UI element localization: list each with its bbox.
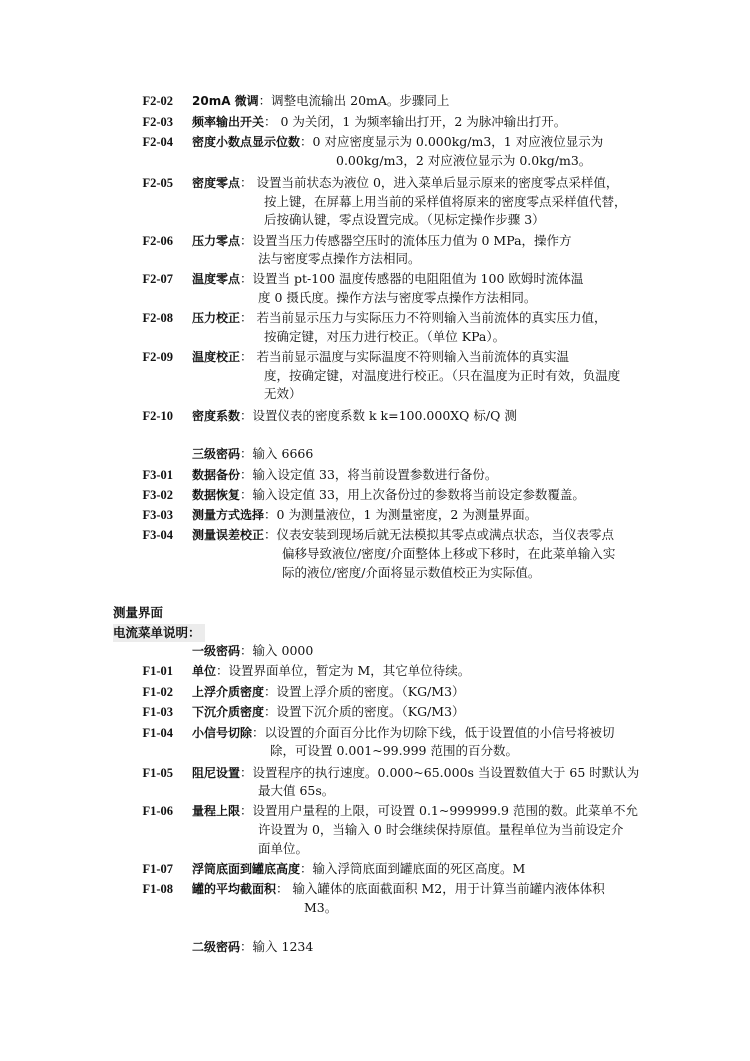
description-text: ：设置当 pt-100 温度传感器的电阻阻值为 100 欧姆时流体温 [240,271,584,286]
description-text: M3。 [304,900,338,915]
entry-line [192,860,525,878]
entry-line [192,133,603,151]
menu-label: 阻尼设置 [192,766,241,780]
entry-line [192,270,583,288]
description-text: 最大值 65s。 [258,783,335,798]
menu-label: 测量方式选择 [192,508,265,522]
description-text: ：设置界面单位，暂定为 M，其它单位待续。 [216,663,471,678]
entry-line [192,526,614,544]
menu-label: 压力零点 [192,234,241,248]
menu-code: F2-04 [142,135,173,149]
menu-code: F2-10 [142,409,173,423]
entry-line [192,764,639,782]
entry-line [192,642,313,660]
entry-line [192,348,569,366]
entry-line [192,683,465,701]
description-text: ：以设置的介面百分比作为切除下线，低于设置值的小信号将被切 [252,725,615,740]
menu-code: F1-07 [142,862,173,876]
entry-line [192,113,566,131]
description-text: ：0 为测量液位，1 为测量密度，2 为测量界面。 [264,507,538,522]
menu-code: F2-07 [142,272,173,286]
description-text: ： 0 为关闭，1 为频率输出打开，2 为脉冲输出打开。 [264,114,567,129]
menu-code: F2-09 [142,350,173,364]
menu-label: 单位 [192,664,217,678]
section-title: 测量界面 [113,605,164,620]
entry-line [192,309,607,327]
menu-code: F1-04 [142,726,173,740]
entry-line [192,407,517,425]
menu-title: 电流菜单说明： [113,624,205,642]
entry-line [192,662,470,680]
description-text: ：仪表安装到现场后就无法模拟其零点或满点状态，当仪表零点 [264,527,615,542]
entry-line [192,486,585,504]
menu-label: 测量误差校正 [192,528,265,542]
description-text: ：输入 1234 [240,939,314,954]
description-text: 按上键，在屏幕上用当前的采样值将原来的密度零点采样值代替， [264,194,627,209]
menu-label: 20mA 微调 [192,94,259,108]
description-text: ：0 对应密度显示为 0.000kg/m3，1 对应液位显示为 [300,134,604,149]
description-text: 0.00kg/m3，2 对应液位显示为 0.0kg/m3。 [336,153,592,168]
menu-label: 下沉介质密度 [192,705,265,719]
entry-line [192,466,497,484]
description-text: ：设置下沉介质的密度。（KG/M3） [264,704,465,719]
description-text: ： 若当前显示压力与实际压力不符则输入当前流体的真实压力值， [240,310,607,325]
entry-line [192,938,313,956]
menu-code: F2-03 [142,115,173,129]
menu-label: 三级密码 [192,447,241,461]
menu-label: 一级密码 [192,644,241,658]
menu-code: F1-08 [142,882,173,896]
entry-line [192,232,572,250]
description-text: 面单位。 [258,841,309,856]
menu-label: 罐的平均截面积 [192,882,277,896]
menu-label: 密度零点 [192,176,241,190]
menu-label: 量程上限 [192,804,241,818]
menu-code: F1-02 [142,685,173,699]
description-text: 后按确认键，零点设置完成。（见标定操作步骤 3） [264,212,545,227]
description-text: 许设置为 0，当输入 0 时会继续保持原值。量程单位为当前设定介 [258,822,624,837]
description-text: ： 若当前显示温度与实际温度不符则输入当前流体的真实温 [240,349,569,364]
menu-label: 浮筒底面到罐底高度 [192,862,301,876]
description-text: 度 0 摄氏度。操作方法与密度零点操作方法相同。 [258,290,537,305]
entry-line [192,174,618,192]
description-text: ：输入设定值 33，用上次备份过的参数将当前设定参数覆盖。 [240,487,585,502]
menu-label: 频率输出开关 [192,115,265,129]
menu-label: 温度校正 [192,350,241,364]
menu-code: F1-03 [142,705,173,719]
menu-code: F2-08 [142,311,173,325]
menu-code: F1-05 [142,766,173,780]
description-text: 际的液位/密度/介面将显示数值校正为实际值。 [282,565,541,580]
description-text: ： 设置当前状态为液位 0，进入菜单后显示原来的密度零点采样值， [240,175,619,190]
entry-line [192,506,537,524]
menu-label: 密度小数点显示位数 [192,135,301,149]
menu-label: 密度系数 [192,409,241,423]
entry-line [192,724,615,742]
description-text: 法与密度零点操作方法相同。 [258,251,421,266]
description-text: ：输入 0000 [240,643,314,658]
description-text: ：输入浮筒底面到罐底面的死区高度。M [300,861,526,876]
description-text: ：设置上浮介质的密度。（KG/M3） [264,684,465,699]
menu-code: F2-05 [142,176,173,190]
menu-code: F2-02 [142,94,173,108]
menu-code: F3-01 [142,468,173,482]
description-text: ：设置当压力传感器空压时的流体压力值为 0 MPa，操作方 [240,233,572,248]
menu-code: F2-06 [142,234,173,248]
description-text: 除，可设置 0.001~99.999 范围的百分数。 [270,743,518,758]
description-text: ：输入设定值 33，将当前设置参数进行备份。 [240,467,498,482]
description-text: ：输入 6666 [240,446,314,461]
description-text: 按确定键，对压力进行校正。（单位 KPa）。 [264,329,506,344]
menu-label: 上浮介质密度 [192,685,265,699]
menu-label: 数据恢复 [192,488,241,502]
menu-code: F1-01 [142,664,173,678]
menu-code: F3-03 [142,508,173,522]
description-text: 无效） [264,386,302,401]
menu-code: F1-06 [142,804,173,818]
description-text: ：设置仪表的密度系数 k k=100.000XQ 标/Q 测 [240,408,517,423]
menu-label: 数据备份 [192,468,241,482]
menu-label: 小信号切除 [192,726,253,740]
description-text: ： 输入罐体的底面截面积 M2，用于计算当前罐内液体体积 [276,881,605,896]
entry-line [192,92,449,110]
description-text: 偏移导致液位/密度/介面整体上移或下移时，在此菜单输入实 [282,546,616,561]
entry-line [192,880,605,898]
entry-line [192,802,638,820]
menu-code: F3-02 [142,488,173,502]
menu-code: F3-04 [142,528,173,542]
description-text: ：设置程序的执行速度。0.000~65.000s 当设置数值大于 65 时默认为 [240,765,640,780]
description-text: ：调整电流输出 20mA。步骤同上 [258,93,450,108]
entry-line [192,445,313,463]
entry-line [192,703,465,721]
menu-label: 压力校正 [192,311,241,325]
menu-label: 二级密码 [192,940,241,954]
description-text: 度，按确定键，对温度进行校正。（只在温度为正时有效，负温度 [264,368,621,383]
menu-label: 温度零点 [192,272,241,286]
description-text: ：设置用户量程的上限，可设置 0.1~999999.9 范围的数。此菜单不允 [240,803,638,818]
